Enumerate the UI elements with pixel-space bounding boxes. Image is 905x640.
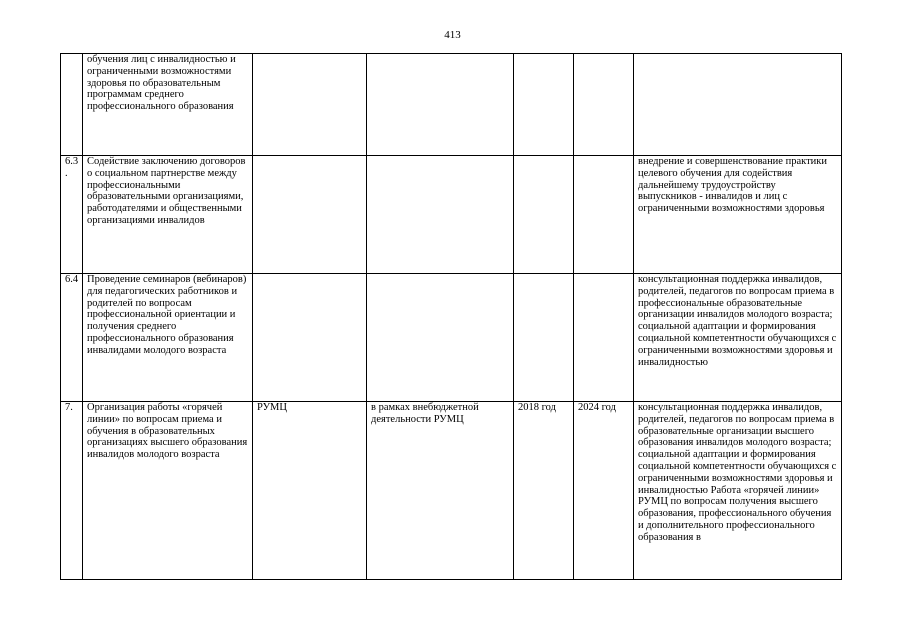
start-year-cell: [514, 54, 574, 156]
table-row: [61, 274, 842, 402]
activity-cell: Организация работы «горячей линии» по вопросам приема и обучения в образовательных организациях высшего образования инвалидов молодого возраста: [83, 402, 253, 580]
start-year-cell: [514, 156, 574, 274]
funding-cell: [367, 156, 514, 274]
activity-cell: обучения лиц с инвалидностью и ограниченными возможностями здоровья по образовательным программам среднего профессионального образования: [83, 54, 253, 156]
table-row: [61, 54, 842, 156]
result-cell: [634, 54, 842, 156]
end-year-cell: [574, 274, 634, 402]
result-cell: внедрение и совершенствование практики целевого обучения для содействия дальнейшему трудоустройству выпускников - инвалидов и лиц с ограниченными возможностями здоровья: [634, 156, 842, 274]
funding-cell: в рамках внебюджетной деятельности РУМЦ: [367, 402, 514, 580]
executor-cell: [253, 156, 367, 274]
row-number: 7.: [61, 402, 83, 580]
funding-cell: [367, 274, 514, 402]
executor-cell: [253, 274, 367, 402]
activity-cell: Проведение семинаров (вебинаров) для педагогических работников и родителей по вопросам профессиональной ориентации и получения среднего профессионального образования инвалидами молодого возраста: [83, 274, 253, 402]
executor-cell: [253, 54, 367, 156]
table-row: [61, 156, 842, 274]
activity-cell: Содействие заключению договоров о социальном партнерстве между профессиональными образовательными организациями, работодателями и общественными организациями инвалидов: [83, 156, 253, 274]
funding-cell: [367, 54, 514, 156]
result-cell: консультационная поддержка инвалидов, родителей, педагогов по вопросам приема в образовательные организации высшего образования инвалидов молодого возраста; социальной адаптации и формирования социальной компетентности обучающихся с ограниченными возможностями здоровья и инвалидностью Работа «горячей линии» РУМЦ по вопросам получения высшего образования, профессионального обучения и дополнительного профессионального образования в: [634, 402, 842, 580]
row-number: 6.4: [61, 274, 83, 402]
result-cell: консультационная поддержка инвалидов, родителей, педагогов по вопросам приема в профессиональные образовательные организации инвалидов молодого возраста; социальной адаптации и формирования социальной компетентности обучающихся с ограниченными возможностями здоровья и инвалидностью: [634, 274, 842, 402]
end-year-cell: [574, 156, 634, 274]
start-year-cell: [514, 274, 574, 402]
end-year-cell: 2024 год: [574, 402, 634, 580]
start-year-cell: 2018 год: [514, 402, 574, 580]
executor-cell: РУМЦ: [253, 402, 367, 580]
row-number: 6.3.: [61, 156, 83, 274]
page-number: 413: [444, 29, 461, 41]
measures-table: [60, 53, 842, 580]
row-number: [61, 54, 83, 156]
end-year-cell: [574, 54, 634, 156]
table-row: [61, 402, 842, 580]
